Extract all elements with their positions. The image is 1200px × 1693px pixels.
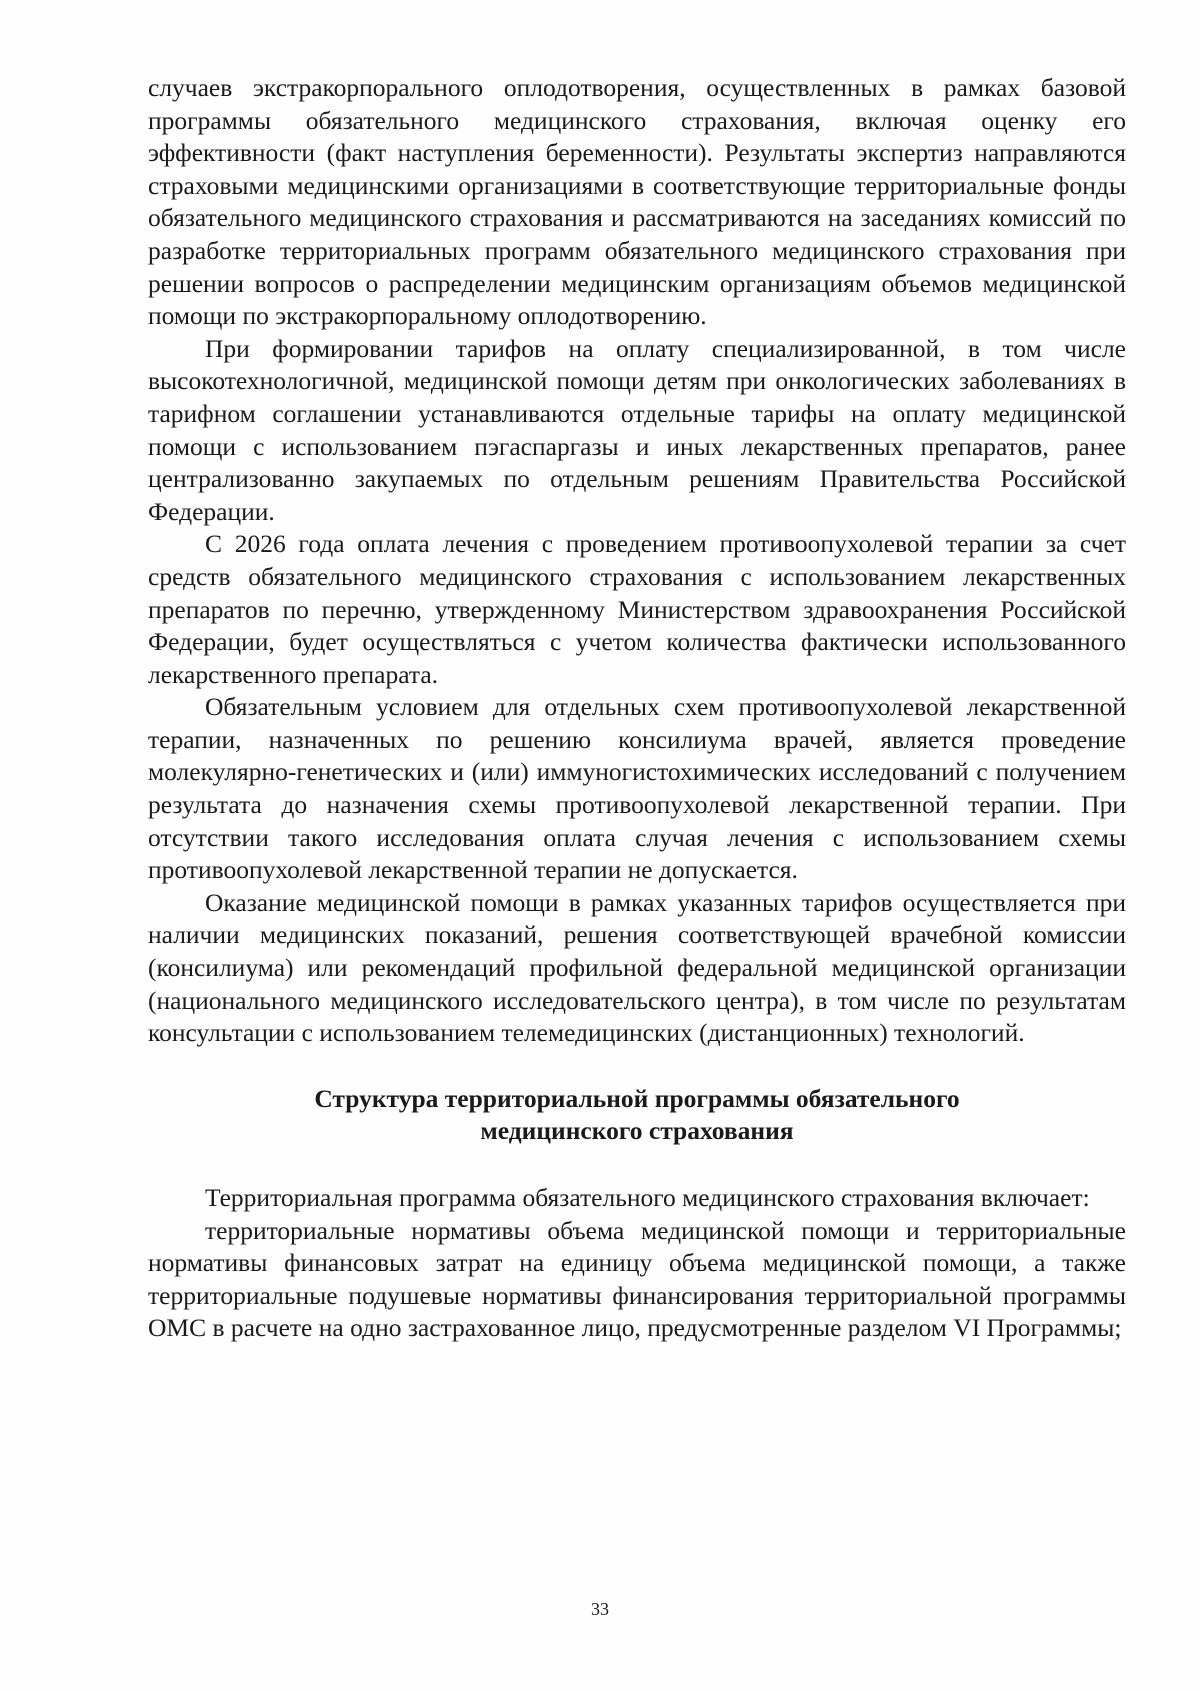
paragraph-territorial-norms: территориальные нормативы объема медицинской помощи и территориальные нормативы финансовых затрат на единицу объема медицинской помощи, а также территориальные подушевые нормативы финансирования территориальной программы ОМС в расчете на одно застрахованное лицо, предусмотренные разделом VI Программы; <box>148 1215 1126 1343</box>
section-heading-line-2: медицинского страхования <box>480 1116 794 1146</box>
paragraph-care-provision: Оказание медицинской помощи в рамках указанных тарифов осуществляется при наличии медицинских показаний, решения соответствующей врачебной комиссии (консилиума) или рекомендаций профильной федеральной медицинской организации (национального медицинского исследовательского центра), в том числе по результатам консультации с использованием телемедицинских (дистанционных) технологий. <box>148 887 1126 1048</box>
paragraph-mandatory-condition: Обязательным условием для отдельных схем противоопухолевой лекарственной терапии, назначенных по решению консилиума врачей, является проведение молекулярно-генетических и (или) иммуногистохимических исследований с получением результата до назначения схемы противоопухолевой лекарственной терапии. При отсутствии такого исследования оплата случая лечения с использованием схемы противоопухолевой лекарственной терапии не допускается. <box>148 692 1126 885</box>
paragraph-ivf-expertise: случаев экстракорпорального оплодотворения, осуществленных в рамках базовой программы обязательного медицинского страхования, включая оценку его эффективности (факт наступления беременности). Результаты экспертиз направляются страховыми медицинскими организациями в соответствующие территориальные фонды обязательного медицинского страхования и рассматриваются на заседаниях комиссий по разработке территориальных программ обязательного медицинского страхования при решении вопросов о распределении медицинским организациям объемов медицинской помощи по экстракорпоральному оплодотворению. <box>148 73 1126 331</box>
page-number: 33 <box>591 1599 609 1619</box>
section-heading <box>148 1083 1126 1148</box>
paragraph-pediatric-oncology-tariffs: При формировании тарифов на оплату специализированной, в том числе высокотехнологичной, медицинской помощи детям при онкологических заболеваниях в тарифном соглашении устанавливаются отдельные тарифы на оплату медицинской помощи с использованием пэгаспаргазы и иных лекарственных препаратов, ранее централизованно закупаемых по отдельным решениям Правительства Российской Федерации. <box>148 333 1126 526</box>
paragraph-2026-payment: С 2026 года оплата лечения с проведением противоопухолевой терапии за счет средств обязательного медицинского страхования с использованием лекарственных препаратов по перечню, утвержденному Министерством здравоохранения Российской Федерации, будет осуществляться с учетом количества фактически использованного лекарственного препарата. <box>148 529 1126 689</box>
section-heading-line-1: Структура территориальной программы обязательного <box>314 1083 960 1113</box>
section-body <box>148 1182 1126 1345</box>
paragraph-program-includes: Территориальная программа обязательного медицинского страхования включает: <box>205 1183 1090 1212</box>
page-body <box>148 72 1126 1345</box>
